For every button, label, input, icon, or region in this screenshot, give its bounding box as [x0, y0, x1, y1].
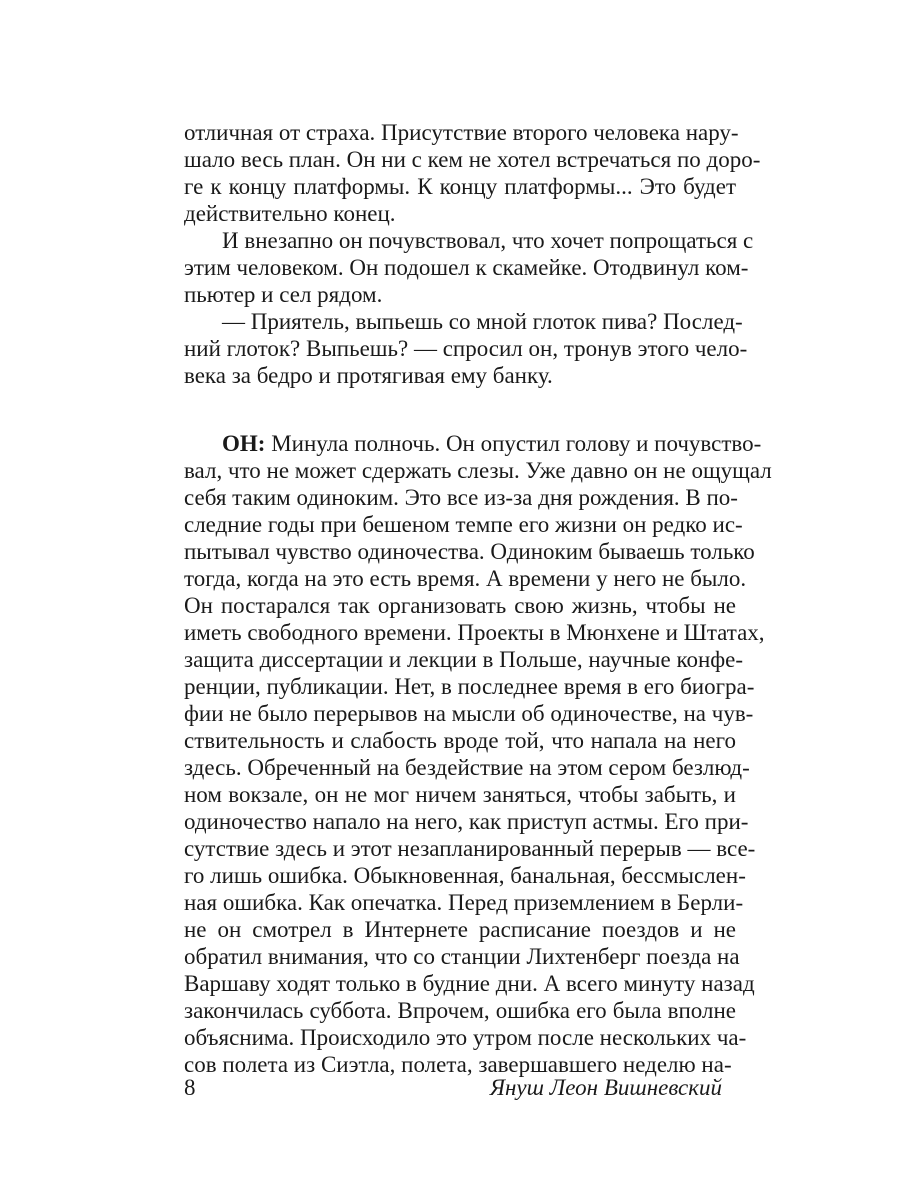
text-line: века за бедро и протягивая ему банку.: [184, 363, 553, 388]
text-line: действительно конец.: [184, 201, 396, 226]
text-line: себя таким одиноким. Это все из-за дня рождения. В по-: [184, 485, 738, 510]
text-line: го лишь ошибка. Обыкновенная, банальная, бессмыслен-: [184, 863, 746, 888]
text-line: одиночество напало на него, как приступ астмы. Его при-: [184, 809, 749, 834]
text-line: шало весь план. Он ни с кем не хотел встречаться по доро-: [184, 147, 761, 172]
text-line: [222, 429, 762, 458]
text-line: фии не было перерывов на мысли об одиночестве, на чув-: [184, 701, 754, 726]
text-line: этим человеком. Он подошел к скамейке. Отодвинул ком-: [184, 255, 749, 280]
text-line: ная ошибка. Как опечатка. Перед приземлением в Берли-: [184, 890, 744, 915]
text-line: здесь. Обреченный на бездействие на этом сером безлюд-: [184, 755, 750, 780]
text-line: Он постарался так организовать свою жизнь, чтобы не: [184, 593, 736, 618]
text-line: иметь свободного времени. Проекты в Мюнхене и Штатах,: [184, 620, 765, 645]
text-line: отличная от страха. Присутствие второго человека нару-: [184, 120, 739, 145]
text-line: не он смотрел в Интернете расписание поездов и не: [184, 917, 736, 942]
text-line: ном вокзале, он не мог ничем заняться, чтобы забыть, и: [184, 782, 736, 807]
text-line: вал, что не может сдержать слезы. Уже давно он не ощущал: [184, 458, 772, 483]
running-footer-author: Януш Леон Вишневский: [489, 1075, 722, 1100]
text-line: закончилась суббота. Впрочем, ошибка его была вполне: [184, 998, 736, 1023]
text-line: Варшаву ходят только в будние дни. А всего минуту назад: [184, 971, 755, 996]
text-line: сов полета из Сиэтла, полета, завершавшего неделю на-: [184, 1052, 732, 1077]
text-line: пытывал чувство одиночества. Одиноким бываешь только: [184, 539, 755, 564]
page-number: 8: [184, 1075, 196, 1100]
text-line: защита диссертации и лекции в Польше, научные конфе-: [184, 647, 744, 672]
text-line: объяснима. Происходило это утром после нескольких ча-: [184, 1025, 747, 1050]
text-line: следние годы при бешеном темпе его жизни он редко ис-: [184, 512, 743, 537]
text-line: обратил внимания, что со станции Лихтенберг поезда на: [184, 944, 740, 969]
text-line: — Приятель, выпьешь со мной глоток пива? Послед-: [222, 309, 743, 334]
text-line: пьютер и сел рядом.: [184, 282, 383, 307]
text-line: тогда, когда на это есть время. А времени у него не было.: [184, 566, 747, 591]
text-line: ге к концу платформы. К концу платформы... Это будет: [184, 174, 736, 199]
text-line: сутствие здесь и этот незапланированный перерыв — все-: [184, 836, 756, 861]
text-line: И внезапно он почувствовал, что хочет попрощаться с: [222, 228, 754, 253]
text-line: ренции, публикации. Нет, в последнее время в его биогра-: [184, 674, 755, 699]
text-fragment: Минула полночь. Он опустил голову и почувство-: [265, 431, 762, 456]
text-line: ний глоток? Выпьешь? — спросил он, тронув этого чело-: [184, 336, 748, 361]
text-line: ствительность и слабость вроде той, что напала на него: [184, 728, 736, 753]
speaker-label: ОН:: [222, 431, 266, 456]
